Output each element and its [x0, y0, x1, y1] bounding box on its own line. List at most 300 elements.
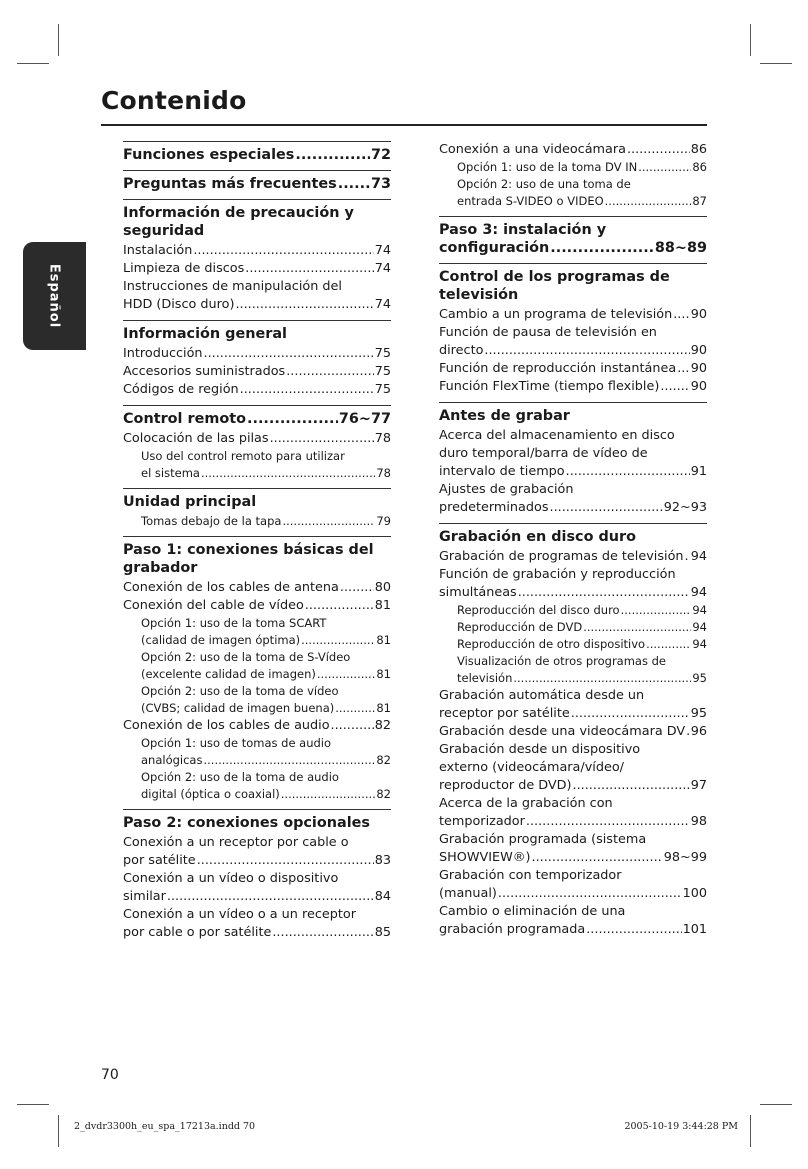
toc-entry-text: predeterminados: [439, 500, 549, 515]
toc-entry-preline: Opción 1: uso de la toma SCART: [141, 616, 327, 630]
toc-leader-row: [439, 463, 707, 481]
toc-leader-row: [123, 430, 391, 448]
section-page: 72: [370, 147, 391, 163]
toc-leader-row: [123, 717, 391, 735]
toc-entry[interactable]: [439, 548, 707, 566]
toc-entry-text: por cable o por satélite: [123, 925, 272, 940]
toc-entry-preline: Grabación automática desde un: [439, 688, 645, 703]
toc-entry-text: directo: [439, 343, 484, 358]
dot-leader: [305, 597, 374, 615]
section-heading[interactable]: [123, 170, 391, 193]
toc-subentry[interactable]: [439, 619, 707, 636]
toc-section: [439, 216, 707, 257]
crop-mark: [750, 24, 751, 56]
toc-leader-row: [457, 619, 707, 636]
toc-entry[interactable]: [439, 427, 707, 481]
toc-leader-row: [457, 602, 707, 619]
toc-entry-text: por satélite: [123, 853, 196, 868]
toc-entry-preline: Opción 2: uso de la toma de S-Vídeo: [141, 650, 351, 664]
toc-subentry[interactable]: [439, 636, 707, 653]
toc-entry-page: 101: [682, 922, 707, 937]
toc-entry[interactable]: [439, 566, 707, 602]
toc-entry-page: 87: [692, 194, 707, 208]
dot-leader: [627, 141, 690, 159]
toc-subentry[interactable]: [123, 649, 391, 683]
toc-subentry[interactable]: [123, 615, 391, 649]
section-heading[interactable]: [123, 536, 391, 577]
dot-leader: [677, 360, 690, 378]
dot-leader: [621, 602, 692, 619]
toc-entry-text: Reproducción de otro dispositivo: [457, 637, 646, 651]
toc-entry-text: Conexión del cable de vídeo: [123, 598, 304, 613]
toc-entry-page: 95: [690, 706, 707, 721]
toc-leader-row: [439, 306, 707, 324]
toc-section: [123, 170, 391, 193]
section-heading-text: Control de los programas de televisión: [439, 269, 670, 303]
toc-leader-row: [141, 632, 391, 649]
toc-leader-row: [141, 465, 391, 482]
toc-entry-page: 82: [376, 787, 391, 801]
dot-leader: [331, 717, 374, 735]
section-heading-text: Funciones especiales: [123, 147, 295, 163]
toc-entry-text: Limpieza de discos: [123, 261, 245, 276]
toc-entry[interactable]: [439, 741, 707, 795]
dot-leader: [235, 296, 373, 314]
toc-section: [123, 536, 391, 803]
toc-entry-page: 81: [374, 598, 391, 613]
section-heading[interactable]: [123, 405, 391, 428]
toc-section: [123, 199, 391, 314]
toc-entry-page: 78: [376, 466, 391, 480]
toc-entry-page: 91: [690, 464, 707, 479]
toc-section: [439, 402, 707, 517]
toc-entry-text: el sistema: [141, 466, 200, 480]
toc-subentry[interactable]: [123, 513, 391, 530]
section-heading-text: Preguntas más frecuentes: [123, 176, 337, 192]
toc-entry-text: Reproducción del disco duro: [457, 603, 620, 617]
toc-section: [123, 141, 391, 164]
toc-entry-text: Instalación: [123, 243, 193, 258]
slug-file: 2_dvdr3300h_eu_spa_17213a.indd 70: [74, 1121, 256, 1132]
dot-leader: [193, 242, 373, 260]
toc-entry-preline: Instrucciones de manipulación del: [123, 279, 342, 294]
toc-entry-text: Códigos de región: [123, 382, 239, 397]
toc-leader-row: [439, 849, 707, 867]
toc-entry-page: 83: [374, 853, 391, 868]
toc-leader-row: [123, 597, 391, 615]
dot-leader: [317, 666, 376, 683]
dot-leader: [282, 513, 375, 530]
section-page: 73: [370, 176, 391, 192]
toc-entry-preline: Opción 2: uso de la toma de vídeo: [141, 684, 339, 698]
toc-entry-page: 79: [376, 514, 391, 528]
dot-leader: [286, 363, 373, 381]
toc-entry-text: televisión: [457, 671, 513, 685]
section-page: 76~77: [338, 411, 391, 427]
toc-leader-row: [439, 723, 707, 741]
toc-section: [123, 488, 391, 530]
toc-entry-preline: Opción 2: uso de una toma de: [457, 177, 631, 191]
toc-entry[interactable]: [123, 260, 391, 278]
toc-entry-page: 75: [374, 364, 391, 379]
toc-entry-preline: Ajustes de grabación: [439, 482, 574, 497]
dot-leader: [204, 345, 374, 363]
toc-entry[interactable]: [439, 141, 707, 159]
slug-date: 2005-10-19 3:44:28 PM: [624, 1121, 738, 1132]
toc-leader-row: [439, 239, 707, 257]
dot-leader: [167, 888, 374, 906]
toc-entry-preline: Cambio o eliminación de una: [439, 904, 626, 919]
toc-leader-row: [123, 852, 391, 870]
toc-entry-text: Reproducción de DVD: [457, 620, 583, 634]
dot-leader: [566, 463, 690, 481]
toc-section: [439, 523, 707, 939]
toc-subentry[interactable]: [439, 176, 707, 210]
toc-entry[interactable]: [439, 831, 707, 867]
title-rule: [101, 124, 707, 126]
dot-leader: [573, 777, 690, 795]
crop-mark: [17, 1104, 49, 1105]
dot-leader: [295, 146, 370, 164]
toc-entry-text: similar: [123, 889, 166, 904]
toc-entry-preline: Uso del control remoto para utilizar: [141, 449, 345, 463]
crop-mark: [17, 63, 49, 64]
toc-entry[interactable]: [439, 867, 707, 903]
crop-mark: [760, 1104, 792, 1105]
toc-entry-page: 80: [374, 580, 391, 595]
dot-leader: [338, 175, 370, 193]
toc-entry-text: grabación programada: [439, 922, 586, 937]
toc-entry-text: Función de reproducción instantánea: [439, 361, 677, 376]
toc-entry-page: 75: [374, 382, 391, 397]
toc-entry-preline: Acerca de la grabación con: [439, 796, 613, 811]
toc-entry-page: 81: [376, 701, 391, 715]
toc-subentry[interactable]: [123, 683, 391, 717]
toc-leader-row: [123, 345, 391, 363]
toc-subentry[interactable]: [123, 735, 391, 769]
toc-entry-preline: Grabación con temporizador: [439, 868, 622, 883]
toc-leader-row: [123, 410, 391, 428]
dot-leader: [660, 378, 689, 396]
toc-entry[interactable]: [123, 906, 391, 942]
dot-leader: [272, 924, 373, 942]
toc-entry[interactable]: [439, 723, 707, 741]
toc-entry-page: 94: [692, 637, 707, 651]
toc-entry-page: 90: [690, 379, 707, 394]
toc-entry-page: 94: [690, 585, 707, 600]
toc-leader-row: [439, 548, 707, 566]
toc-entry-preline: Opción 1: uso de tomas de audio: [141, 736, 332, 750]
toc-entry[interactable]: [123, 363, 391, 381]
toc-entry-text: Tomas debajo de la tapa: [141, 514, 282, 528]
dot-leader: [201, 465, 375, 482]
toc-leader-row: [439, 921, 707, 939]
language-tab: [23, 242, 86, 350]
toc-entry-page: 75: [374, 346, 391, 361]
dot-leader: [586, 921, 681, 939]
dot-leader: [686, 723, 690, 741]
crop-mark: [750, 1115, 751, 1147]
section-page: 88~89: [654, 240, 707, 256]
toc-entry[interactable]: [123, 717, 391, 735]
dot-leader: [605, 193, 692, 210]
dot-leader: [571, 705, 690, 723]
toc-entry[interactable]: [439, 481, 707, 517]
toc-entry-text: SHOWVIEW®): [439, 850, 531, 865]
dot-leader: [526, 813, 690, 831]
toc-entry-text: digital (óptica o coaxial): [141, 787, 280, 801]
toc-entry-text: Grabación desde una videocámara DV: [439, 724, 686, 739]
section-heading-text: Información de precaución y seguridad: [123, 205, 354, 239]
toc-entry-preline: Función de grabación y reproducción: [439, 567, 676, 582]
dot-leader: [685, 548, 690, 566]
toc-column-left: [123, 141, 391, 942]
toc-section: [123, 809, 391, 942]
toc-entry-preline: Función de pausa de televisión en: [439, 325, 657, 340]
toc-entry-page: 94: [692, 620, 707, 634]
toc-entry-page: 81: [376, 633, 391, 647]
toc-entry[interactable]: [123, 597, 391, 615]
toc-leader-row: [123, 175, 391, 193]
toc-entry-text: simultáneas: [439, 585, 517, 600]
dot-leader: [513, 670, 691, 687]
toc-entry[interactable]: [123, 278, 391, 314]
toc-leader-row: [123, 242, 391, 260]
toc-leader-row: [439, 885, 707, 903]
toc-entry-text: Conexión de los cables de audio: [123, 718, 330, 733]
toc-entry-preline: Grabación programada (sistema: [439, 832, 647, 847]
toc-leader-row: [457, 670, 707, 687]
toc-entry[interactable]: [123, 430, 391, 448]
toc-entry-text: receptor por satélite: [439, 706, 570, 721]
toc-entry-page: 100: [682, 886, 707, 901]
toc-section: [123, 320, 391, 399]
toc-entry-preline: Conexión a un vídeo o a un receptor: [123, 907, 356, 922]
dot-leader: [245, 260, 373, 278]
dot-leader: [550, 239, 654, 257]
dot-leader: [518, 584, 690, 602]
toc-entry[interactable]: [439, 378, 707, 396]
toc-subentry[interactable]: [439, 653, 707, 687]
toc-entry-text: (excelente calidad de imagen): [141, 667, 316, 681]
toc-leader-row: [141, 752, 391, 769]
toc-entry-page: 85: [374, 925, 391, 940]
crop-mark: [58, 24, 59, 56]
toc-entry-page: 82: [374, 718, 391, 733]
toc-leader-row: [141, 786, 391, 803]
dot-leader: [484, 342, 689, 360]
toc-subentry[interactable]: [439, 159, 707, 176]
toc-entry-page: 86: [690, 142, 707, 157]
dot-leader: [340, 579, 374, 597]
dot-leader: [270, 430, 374, 448]
dot-leader: [646, 636, 691, 653]
toc-entry-text: Opción 1: uso de la toma DV IN: [457, 160, 638, 174]
dot-leader: [281, 786, 376, 803]
toc-subentry[interactable]: [123, 769, 391, 803]
toc-entry-page: 95: [692, 671, 707, 685]
dot-leader: [240, 381, 374, 399]
toc-leader-row: [141, 666, 391, 683]
toc-entry-text: reproductor de DVD): [439, 778, 572, 793]
toc-leader-row: [123, 296, 391, 314]
toc-leader-row: [439, 360, 707, 378]
toc-entry-text: Grabación de programas de televisión: [439, 549, 684, 564]
dot-leader: [301, 632, 375, 649]
toc-entry[interactable]: [439, 903, 707, 939]
page-title: Contenido: [101, 86, 247, 115]
toc-entry-text: Función FlexTime (tiempo flexible): [439, 379, 660, 394]
section-heading[interactable]: [439, 402, 707, 425]
toc-entry-text: Conexión de los cables de antena: [123, 580, 339, 595]
toc-leader-row: [439, 342, 707, 360]
toc-leader-row: [123, 260, 391, 278]
dot-leader: [638, 159, 691, 176]
toc-entry[interactable]: [123, 579, 391, 597]
section-heading[interactable]: [439, 263, 707, 304]
toc-entry[interactable]: [123, 345, 391, 363]
toc-entry[interactable]: [123, 870, 391, 906]
toc-entry[interactable]: [123, 381, 391, 399]
toc-entry-page: 96: [690, 724, 707, 739]
toc-entry[interactable]: [123, 242, 391, 260]
toc-entry-page: 74: [374, 297, 391, 312]
toc-entry-text: Conexión a una videocámara: [439, 142, 626, 157]
section-heading-text: Información general: [123, 326, 287, 342]
dot-leader: [673, 306, 689, 324]
toc-entry-preline: Visualización de otros programas de: [457, 654, 666, 668]
toc-leader-row: [123, 363, 391, 381]
toc-entry-preline: Conexión a un receptor por cable o: [123, 835, 349, 850]
toc-entry[interactable]: [439, 324, 707, 360]
toc-entry-text: Introducción: [123, 346, 203, 361]
section-heading[interactable]: [123, 320, 391, 343]
toc-entry-page: 90: [690, 361, 707, 376]
toc-leader-row: [457, 159, 707, 176]
toc-subentry[interactable]: [123, 448, 391, 482]
toc-leader-row: [439, 777, 707, 795]
toc-leader-row: [439, 378, 707, 396]
toc-entry-page: 97: [690, 778, 707, 793]
toc-entry-text: entrada S-VIDEO o VIDEO: [457, 194, 604, 208]
toc-entry[interactable]: [439, 360, 707, 378]
toc-entry-text: HDD (Disco duro): [123, 297, 235, 312]
dot-leader: [498, 885, 682, 903]
toc-leader-row: [457, 636, 707, 653]
dot-leader: [550, 499, 663, 517]
toc-section: [439, 141, 707, 210]
toc-entry-page: 78: [374, 431, 391, 446]
toc-section: [439, 263, 707, 396]
toc-leader-row: [123, 381, 391, 399]
dot-leader: [197, 852, 374, 870]
section-heading[interactable]: [123, 199, 391, 240]
section-heading-text: Grabación en disco duro: [439, 529, 637, 545]
toc-entry[interactable]: [123, 834, 391, 870]
toc-entry-page: 90: [690, 307, 707, 322]
toc-entry-page: 98~99: [663, 850, 707, 865]
toc-leader-row: [439, 705, 707, 723]
section-heading[interactable]: [123, 141, 391, 164]
toc-leader-row: [439, 584, 707, 602]
toc-entry-preline: externo (videocámara/vídeo/: [439, 760, 624, 775]
toc-leader-row: [439, 813, 707, 831]
dot-leader: [203, 752, 375, 769]
toc-entry-page: 92~93: [663, 500, 707, 515]
toc-entry-text: temporizador: [439, 814, 525, 829]
toc-leader-row: [123, 579, 391, 597]
toc-leader-row: [457, 193, 707, 210]
toc-entry-page: 81: [376, 667, 391, 681]
toc-column-right: [439, 141, 707, 939]
toc-entry-preline: Acerca del almacenamiento en disco: [439, 428, 675, 443]
page-number: 70: [101, 1067, 119, 1083]
toc-entry[interactable]: [439, 687, 707, 723]
dot-leader: [247, 410, 338, 428]
toc-entry-page: 98: [690, 814, 707, 829]
toc-entry[interactable]: [439, 795, 707, 831]
toc-entry-page: 94: [692, 603, 707, 617]
toc-leader-row: [123, 924, 391, 942]
toc-leader-row: [123, 888, 391, 906]
section-heading[interactable]: [439, 216, 707, 257]
toc-entry-page: 86: [692, 160, 707, 174]
toc-entry-text: (CVBS; calidad de imagen buena): [141, 701, 335, 715]
toc-entry-preline: Opción 2: uso de la toma de audio: [141, 770, 339, 784]
section-heading-text: Paso 1: conexiones básicas del grabador: [123, 542, 374, 576]
toc-entry-page: 84: [374, 889, 391, 904]
toc-entry-text: Cambio a un programa de televisión: [439, 307, 673, 322]
section-heading-text: Control remoto: [123, 411, 247, 427]
toc-entry-text: (manual): [439, 886, 497, 901]
toc-entry-text: Accesorios suministrados: [123, 364, 286, 379]
toc-leader-row: [439, 141, 707, 159]
toc-entry-preline: Grabación desde un dispositivo: [439, 742, 641, 757]
toc-entry-text: (calidad de imagen óptima): [141, 633, 301, 647]
dot-leader: [532, 849, 663, 867]
language-tab-label: Español: [46, 263, 62, 329]
crop-mark: [760, 63, 792, 64]
section-heading-text: configuración: [439, 240, 550, 256]
crop-mark: [58, 1115, 59, 1147]
toc-leader-row: [439, 499, 707, 517]
section-heading-text: Paso 2: conexiones opcionales: [123, 815, 370, 831]
toc-entry-text: Colocación de las pilas: [123, 431, 269, 446]
toc-entry-text: analógicas: [141, 753, 203, 767]
section-heading[interactable]: [439, 523, 707, 546]
toc-entry-preline: Conexión a un vídeo o dispositivo: [123, 871, 339, 886]
toc-entry-preline: duro temporal/barra de vídeo de: [439, 446, 648, 461]
toc-leader-row: [123, 146, 391, 164]
toc-entry-page: 94: [690, 549, 707, 564]
section-heading-text: Antes de grabar: [439, 408, 570, 424]
toc-entry[interactable]: [439, 306, 707, 324]
toc-entry-page: 82: [376, 753, 391, 767]
toc-entry-text: intervalo de tiempo: [439, 464, 565, 479]
section-heading-text: Unidad principal: [123, 494, 257, 510]
dot-leader: [583, 619, 691, 636]
toc-leader-row: [141, 700, 391, 717]
toc-section: [123, 405, 391, 482]
section-heading-text: Paso 3: instalación y: [439, 222, 607, 238]
section-heading[interactable]: [123, 809, 391, 832]
toc-leader-row: [141, 513, 391, 530]
toc-entry-page: 74: [374, 243, 391, 258]
toc-entry-page: 90: [690, 343, 707, 358]
toc-entry-page: 74: [374, 261, 391, 276]
toc-subentry[interactable]: [439, 602, 707, 619]
section-heading[interactable]: [123, 488, 391, 511]
